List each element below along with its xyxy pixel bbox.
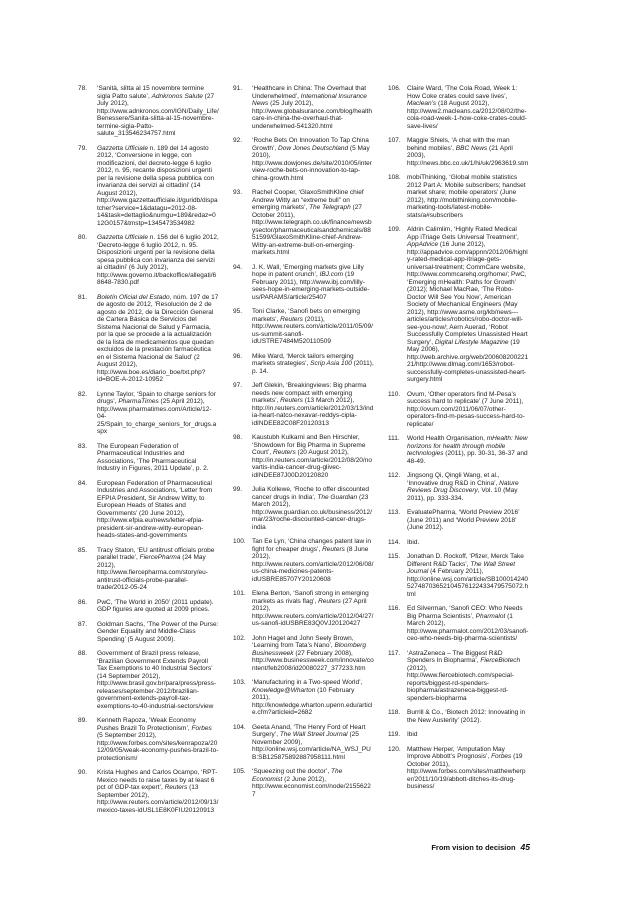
reference-text: Jonathan D. Rockoff, ‘Pfizer, Merck Take Different R&D Tacks’, The Wall Street Journal (4 February 2011), http://online.wsj.com/article/SB10001424052748703652104576122433479575072.html xyxy=(407,553,529,598)
reference-number: 101. xyxy=(233,590,246,597)
reference-number: 97. xyxy=(233,382,243,389)
reference-number: 88. xyxy=(78,650,88,657)
reference-number: 80. xyxy=(78,234,88,241)
reference-number: 89. xyxy=(78,717,88,724)
reference-number: 83. xyxy=(78,442,88,450)
reference-number: 106. xyxy=(388,85,401,92)
reference-number: 99. xyxy=(233,486,243,493)
reference-text: Goldman Sachs, ‘The Power of the Purse: Gender Equality and Middle-Class Spending’ (5 August 2009). xyxy=(97,620,219,643)
reference-text: Rachel Cooper, ‘GlaxoSmithKline chief Andrew Witty an “extreme bull” on emerging markets’, The Telegraph (27 October 2011), http://www.telegraph.co.uk/finance/newsbysector/pharmaceuticalsandchemicals/8851599/GlaxoSmithKline-chief-Andrew-Witty-an-extreme-bull-on-emerging-markets.html xyxy=(252,189,372,256)
page-footer xyxy=(431,842,530,852)
reference-item xyxy=(388,226,529,384)
reference-item xyxy=(388,746,529,791)
reference-number: 93. xyxy=(233,189,243,196)
reference-item xyxy=(78,769,219,814)
reference-item xyxy=(233,679,374,717)
reference-text: ‘Manufacturing in a Two-speed World’, Knowledge@Wharton (10 February 2011), http://knowledge.wharton.upenn.edu/article.cfm?articleid=2682 xyxy=(252,679,373,716)
reference-item xyxy=(78,717,219,762)
reference-number: 82. xyxy=(78,390,88,398)
reference-number: 117. xyxy=(388,649,401,657)
reference-text: Tan Ee Lyn, ‘China changes patent law in fight for cheaper drugs’, Reuters (8 June 2012), http://www.reuters.com/article/2012/06/08/us-china-medicines-patents-idUSBRE85707Y20120608 xyxy=(252,538,374,583)
reference-item xyxy=(233,308,374,346)
reference-item xyxy=(233,264,374,302)
reference-text: Matthew Herper, ‘Amputation May Improve Abbott’s Prognosis’, Forbes (19 October 2011), http://www.forbes.com/sites/matthewherper/2011/10/19/abbott-ditches-its-drug-business/ xyxy=(407,745,526,790)
reference-number: 95. xyxy=(233,308,243,315)
reference-text: Aldrin Calimlim, ‘Highly Rated Medical App iTriage Gets Universal Treatment’, AppAdvice (16 June 2012), http://appadvice.com/appnn/2012/06/highly-rated-medical-app-itriage-gets-universal-treatment; CommCare website, http://www.commcarehq.org/home/; PwC, ‘Emerging mHealth: Paths for Growth’ (2012); Michael MacRae, ‘The Robo-Doctor Will See You Now’, American Society of Mechanical Engineers (May 2012), http://www.asme.org/kb/news---articles/articles/robotics/robo-doctor-will-see-you-now/; Aern Auerad, ‘Robot Successfully Completes Unassisted Heart Surgery’, Digital Lifestyle Magazine (19 May 2006), http://web.archive.org/web/20060820022121/http://www.dlmag.com/1653/robot-successfully-completes-unassisted-heart-surgery.html xyxy=(407,226,529,383)
reference-item xyxy=(233,486,374,531)
reference-item xyxy=(233,635,374,673)
reference-number: 103. xyxy=(233,679,246,686)
reference-item xyxy=(388,731,529,739)
footer-report-title: From vision to decision xyxy=(431,843,516,852)
reference-item xyxy=(78,85,219,138)
reference-number: 94. xyxy=(233,263,243,271)
reference-number: 114. xyxy=(388,538,401,546)
reference-item xyxy=(388,391,529,429)
reference-item xyxy=(388,650,529,703)
reference-text: mobiThinking, ‘Global mobile statistics 2012 Part A: Mobile subscribers; handset market share; mobile operators’ (June 2012), http://mobithinking.com/mobile-marketing-tools/latest-mobile-stats/a#subscribers xyxy=(407,174,526,219)
reference-text: Lynne Taylor, ‘Spain to charge seniors for drugs’, PharmaTimes (25 April 2012), http://www.pharmatimes.com/Article/12-04-25/Spain_to_charge_seniors_for_drugs.aspx xyxy=(97,390,217,435)
reference-number: 113. xyxy=(388,509,401,516)
reference-item xyxy=(78,599,219,614)
reference-text: Ibid xyxy=(407,731,418,738)
reference-text: Jeff Glekin, ‘Breakingviews: Big pharma needs new compact with emerging markets’, Reuters (13 March 2012), http://in.reuters.com/article/2012/03/13/india-heart-natco-nexavar-reddys-cipla-idINDEE82C08F20120313 xyxy=(252,382,374,427)
reference-text: PwC, ‘The World in 2050’ (2011 update). GDP figures are quoted at 2009 prices. xyxy=(97,598,214,613)
reference-number: 105. xyxy=(233,768,246,775)
reference-text: ‘Healthcare in China: The Overhaul that Underwhelmed’, International Insurance News (25 July 2012), http://www.globalsurance.com/blog/healthcare-in-china-the-overhaul-that-underwhelmed-541320.html xyxy=(252,85,372,130)
reference-text: John Hagel and John Seely Brown, ‘Learning from Tata’s Nano’, Bloomberg Businessweek (27 February 2008), http://www.businessweek.com/innovate/content/feb2008/id20080227_377233.htm xyxy=(252,634,374,672)
reference-item xyxy=(388,709,529,724)
reference-item xyxy=(78,234,219,287)
reference-item xyxy=(388,553,529,598)
reference-item xyxy=(233,724,374,762)
reference-text: Mike Ward, ‘Merck tailors emerging markets strategies’, Scrip Asia 100 (2011), p. 14. xyxy=(252,352,374,375)
reference-text: J. K. Wall, ‘Emerging markets give Lilly hope in patent crunch’, IBJ.com (19 February 2011), http://www.ibj.com/lilly-sees-hope-in-emerging-markets-outside-us/PARAMS/article/25407 xyxy=(252,263,370,301)
reference-number: 91. xyxy=(233,85,243,92)
reference-text: ‘Roche Bets On Innovation To Tap China Growth’, Dow Jones Deutschland (5 May 2010), http://www.dowjones.de/site/2010/05/interview-roche-bets-on-innovation-to-tap-china-growth.html xyxy=(252,137,372,182)
reference-text: Jingsong Qi, Qingli Wang, et al., ‘Innovative drug R&D in China’, Nature Reviews Drug Discovery, Vol. 10 (May 2011), pp. 333-334. xyxy=(407,472,519,502)
reference-number: 100. xyxy=(233,538,246,545)
reference-number: 120. xyxy=(388,745,401,753)
reference-text: Elena Berton, ‘Sanofi strong in emerging markets as rivals flag’, Reuters (27 April 2012), http://www.reuters.com/article/2012/04/27/us-sanofi-idUSBRE83Q0VJ20120427 xyxy=(252,590,374,627)
reference-text: ‘Sanità, slitta al 15 novembre termine sigla Patto salute’, Adnkronos Salute (27 July 2012), http://www.adnkronos.com/IGN/Daily_Life/Benessere/Sanita-slitta-al-15-novembre-termine-sigla-Patto-salute_313546234757.html xyxy=(97,85,219,137)
reference-text: Krista Hughes and Carlos Ocampo, ‘RPT-Mexico needs to raise taxes by at least 6 pct of GDP-tax expert’, Reuters (13 September 2012), http://www.reuters.com/article/2012/09/13/mexico-taxes-idUSL1E8K0FIU20120913 xyxy=(97,769,219,814)
reference-item xyxy=(233,353,374,376)
reference-number: 112. xyxy=(388,472,401,479)
reference-text: Kaustubh Kulkarni and Ben Hirschler, ‘Showdown for Big Pharma in Supreme Court’, Reuters (20 August 2012), http://in.reuters.com/article/2012/08/20/novartis-india-cancer-drug-glivec-idINDEE87J00D20120820 xyxy=(252,434,372,479)
reference-number: 85. xyxy=(78,546,88,554)
reference-text: Gazzetta Ufficiale n. 189 del 14 agosto 2012, ‘Conversione in legge, con modificazioni, del decreto-legge 6 luglio 2012, n. 95, recante disposizioni urgenti per la revisione della spesa pubblica con invarianza dei servizi ai cittadini’ (14 August 2012), http://www.gazzettaufficiale.it/guridb/dispatcher?service=1&datagu=2012-08-14&task=dettaglio&numgu=189&redaz=012G0157&tmstp=1345473534982 xyxy=(97,144,218,227)
reference-item xyxy=(388,85,529,130)
reference-number: 118. xyxy=(388,709,401,716)
reference-number: 87. xyxy=(78,620,88,628)
references-section xyxy=(78,85,530,821)
reference-text: Maggie Shiels, ‘A chat with the man behind mobiles’, BBC News (21 April 2003), http://news.bbc.co.uk/1/hi/uk/2963619.stm xyxy=(407,137,529,167)
reference-item xyxy=(233,85,374,130)
reference-column xyxy=(78,85,219,821)
reference-item xyxy=(78,650,219,710)
reference-item xyxy=(78,294,219,384)
footer-page-number: 45 xyxy=(520,842,530,852)
reference-item xyxy=(78,443,219,473)
reference-number: 78. xyxy=(78,85,88,92)
reference-number: 109. xyxy=(388,226,401,233)
reference-number: 108. xyxy=(388,174,401,181)
reference-number: 115. xyxy=(388,553,401,560)
reference-item xyxy=(388,435,529,465)
reference-text: Ovum, ‘Other operators find M-Pesa’s success hard to replicate’ (7 June 2011), http://ovum.com/2011/06/07/other-operators-find-m-pesas-success-hard-to-replicate/ xyxy=(407,390,525,428)
reference-text: Claire Ward, ‘The Cola Road, Week 1: How Coke crates could save lives’, Maclean’s (18 August 2012), http://www2.macleans.ca/2012/08/02/the-cola-road-week-1-how-coke-crates-could-save-lives/ xyxy=(407,85,527,130)
reference-item xyxy=(233,137,374,182)
reference-number: 84. xyxy=(78,479,88,487)
reference-number: 81. xyxy=(78,293,88,301)
reference-number: 90. xyxy=(78,769,88,776)
reference-text: Burrill & Co., ‘Biotech 2012: Innovating in the New Austerity’ (2012). xyxy=(407,709,526,724)
reference-text: The European Federation of Pharmaceutical Industries and Associations, ‘The Pharmaceutical Industry in Figures, 2011 Update’, p. 2. xyxy=(97,442,209,472)
reference-number: 111. xyxy=(388,435,400,442)
reference-number: 119. xyxy=(388,731,401,738)
reference-text: Boletín Oficial del Estado, núm. 197 de 17 de agosto de 2012, ‘Resolución de 2 de agosto de 2012, de la Dirección General de Cartera Básica de Servicios del Sistema Nacional de Salud y Farmacia, por la que se procede a la actualización de la lista de medicamentos que quedan excluidos de la prestación farmacéutica en el Sistema Nacional de Salud’ (2 August 2012), http://www.boe.es/diario_boe/txt.php?id=BOE-A-2012-10952 xyxy=(97,293,219,383)
reference-item xyxy=(388,539,529,547)
reference-item xyxy=(78,621,219,644)
reference-item xyxy=(388,174,529,219)
reference-text: Tracy Staton, ‘EU antitrust officials probe parallel trade’, FiercePharma (24 May 2012), http://www.fiercepharma.com/story/eu-antitrust-officials-probe-parallel-trade/2012-05-24 xyxy=(97,546,215,591)
reference-column xyxy=(388,85,529,821)
reference-text: Ed Silverman, ‘Sanofi CEO: Who Needs Big Pharma Scientists’, Pharmalot (1 March 2012), http://www.pharmalot.com/2012/03/sanofi-ceo-who-needs-big-pharma-scientists/ xyxy=(407,605,529,642)
reference-item xyxy=(233,382,374,427)
reference-text: ‘AstraZeneca – The Biggest R&D Spenders In Biopharma’, FierceBiotech (2012), http://www.fiercebiotech.com/special-reports/biggest-rd-spenders-biopharma/astrazeneca-biggest-rd-spenders-biopharma xyxy=(407,649,521,702)
reference-number: 102. xyxy=(233,634,246,642)
reference-item xyxy=(233,189,374,257)
reference-text: World Health Organisation, mHealth: New horizons for health through mobile technologies (2011), pp. 30-31, 36-37 and 48-49. xyxy=(407,435,528,465)
reference-number: 79. xyxy=(78,144,88,152)
reference-item xyxy=(388,509,529,532)
reference-text: EvaluatePharma, ‘World Preview 2016’ (June 2011) and ‘World Preview 2018’ (June 2012). xyxy=(407,509,520,531)
reference-text: Government of Brazil press release, ‘Brazilian Government Extends Payroll Tax Exemptions to 40 Industrial Sectors’ (14 September 2012), http://www.brasil.gov.br/para/press/press-releases/september-2012/brazilian-government-extends-payroll-tax-exemptions-to-40-industrial-sectors/view xyxy=(97,650,217,710)
reference-item xyxy=(233,434,374,479)
reference-number: 107. xyxy=(388,137,401,144)
reference-number: 96. xyxy=(233,352,243,360)
reference-number: 86. xyxy=(78,598,88,606)
reference-text: Julia Kollewe, ‘Roche to offer discounted cancer drugs in India’, The Guardian (23 March 2012), http://www.guardian.co.uk/business/2012/mar/23/roche-discounted-cancer-drugs-india xyxy=(252,486,372,531)
reference-item xyxy=(78,480,219,540)
reference-number: 98. xyxy=(233,434,243,441)
reference-text: Kenneth Rapoza, ‘Weak Economy Pushes Brazil To Protectionism’, Forbes (5 September 2012), http://www.forbes.com/sites/kenrapoza/2012/09/05/weak-economy-pushes-brazil-to-protectionism/ xyxy=(97,717,219,762)
reference-number: 110. xyxy=(388,390,401,398)
reference-item xyxy=(388,472,529,502)
reference-text: Geeta Anand, ‘The Henry Ford of Heart Surgery’, The Wall Street Journal (25 November 2009), http://online.wsj.com/article/NA_WSJ_PUB:SB125875892887958111.html xyxy=(252,723,371,761)
reference-column xyxy=(233,85,374,821)
reference-item xyxy=(78,547,219,592)
reference-number: 116. xyxy=(388,605,401,612)
reference-text: Toni Clarke, ‘Sanofi bets on emerging markets’, Reuters (2011), http://www.reuters.com/article/2011/05/09/us-summit-sanofi-idUSTRE7484M520110509 xyxy=(252,308,373,345)
reference-text: Gazzetta Ufficiale n. 156 del 6 luglio 2012, ‘Decreto-legge 6 luglio 2012, n. 95. Disposizioni urgenti per la revisione della spesa pubblica con invarianza dei servizi ai cittadini’ (6 July 2012), http://www.governo.it/backoffice/allegati/68648-7830.pdf xyxy=(97,234,219,286)
reference-item xyxy=(388,137,529,167)
reference-item xyxy=(78,391,219,436)
reference-item xyxy=(388,605,529,643)
reference-text: European Federation of Pharmaceutical Industries and Associations, ‘Letter from EFPIA President, Sir Andrew Witty, to European Heads of States and Governments’ (20 June 2012), http://www.efpia.eu/news/letter-efpia-president-sir-andrew-witty-european-heads-states-and-governments xyxy=(97,479,213,539)
reference-number: 104. xyxy=(233,723,246,731)
reference-text: Ibid. xyxy=(407,538,420,546)
reference-item xyxy=(233,538,374,583)
reference-text: ‘Squeezing out the doctor’, The Economist (2 June 2012), http://www.economist.com/node/21556227 xyxy=(252,768,371,798)
reference-item xyxy=(233,768,374,798)
reference-item xyxy=(78,145,219,228)
reference-number: 92. xyxy=(233,137,243,144)
reference-item xyxy=(233,590,374,628)
